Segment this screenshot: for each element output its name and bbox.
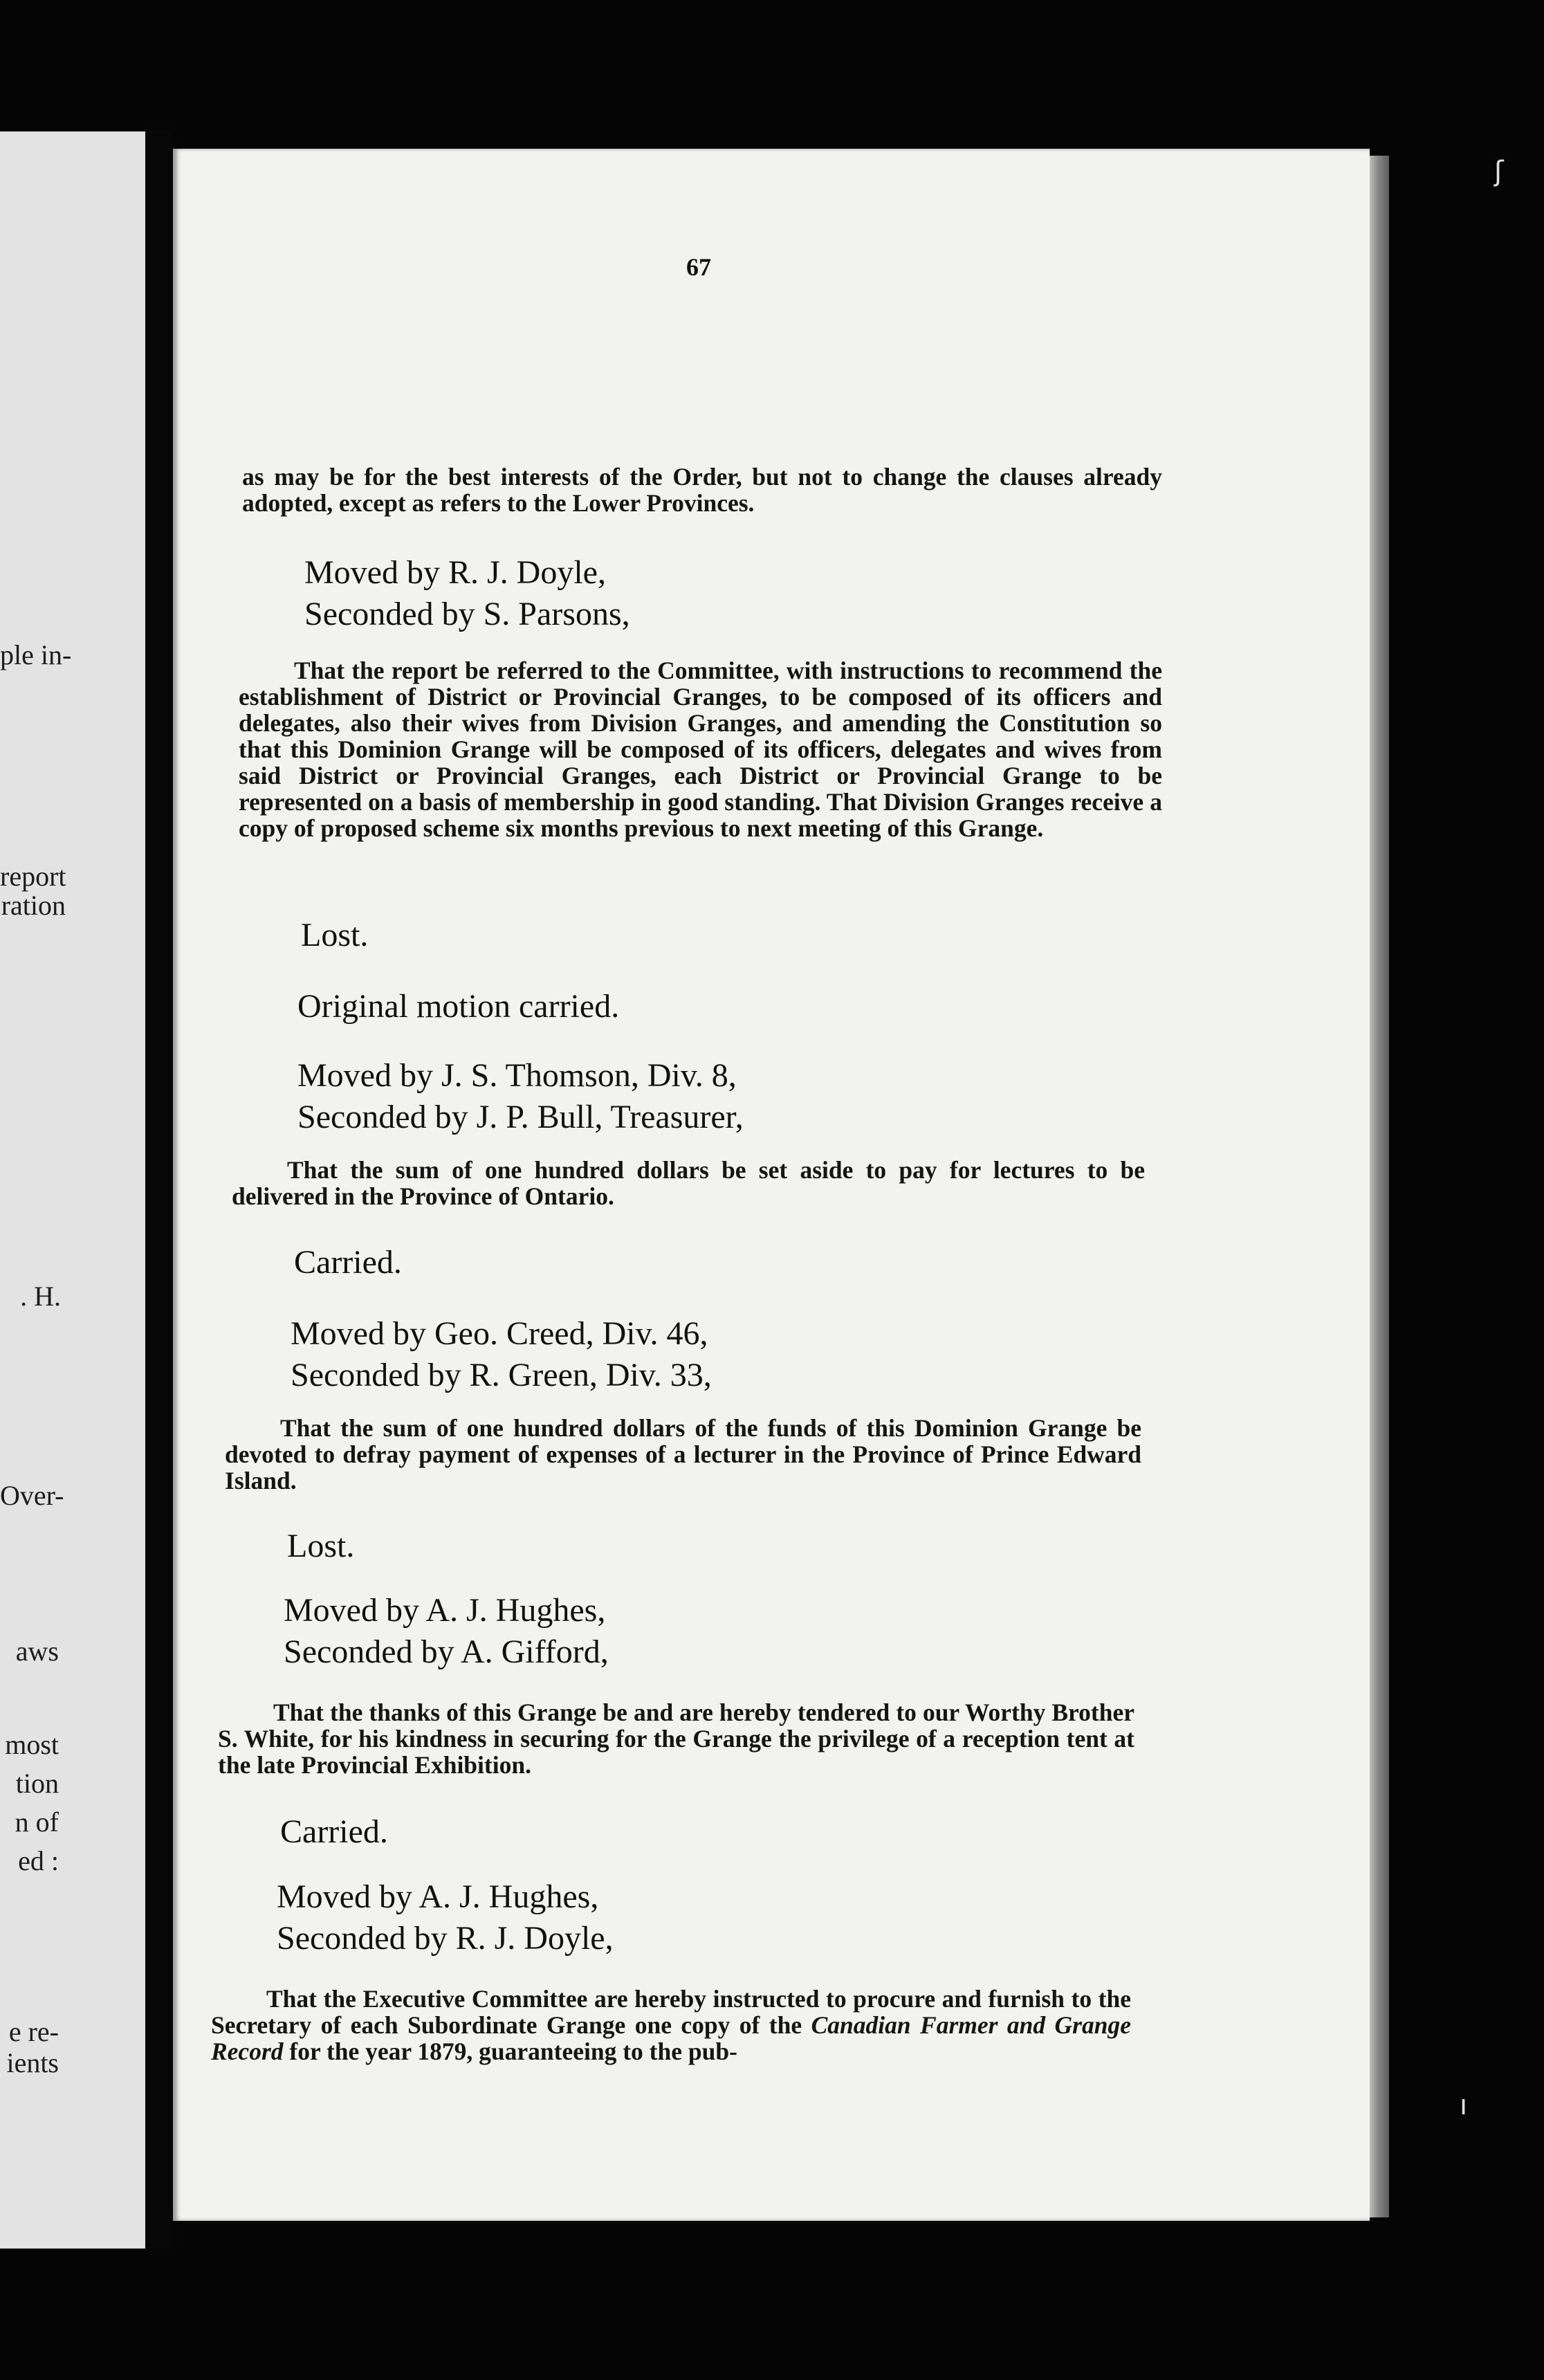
moved-by-line: Moved by Geo. Creed, Div. 46, bbox=[291, 1315, 708, 1352]
seconded-by-line: Seconded by J. P. Bull, Treasurer, bbox=[297, 1099, 744, 1135]
motion-text: That the sum of one hundred dollars of the funds of this Dominion Grange be devoted to defray payment of expenses of a lecturer in the Province of Prince Edward Island. bbox=[225, 1414, 1141, 1494]
left-page-fragment: ration bbox=[1, 890, 66, 921]
motion-text: That the sum of one hundred dollars be set aside to pay for lectures to be delivered in the Province of Ontario. bbox=[232, 1156, 1145, 1210]
left-page-fragment: Over- bbox=[0, 1480, 64, 1511]
motion-text: That the report be referred to the Committee, with instructions to recommend the establishment of District or Provincial Granges, to be composed of its officers and delegates, also their wives from Division Granges, and amending the Constitution so that this Dominion Grange will be composed of its officers, delegates and wives from said District or Provincial Granges, each District or Provincial Grange to be represented on a basis of membership in good standing. That Division Granges receive a copy of proposed scheme six months previous to next meeting of this Grange. bbox=[239, 657, 1162, 842]
scan-speck: ʃ bbox=[1494, 156, 1504, 187]
left-page-fragment: most bbox=[5, 1729, 59, 1760]
motion-block bbox=[284, 1590, 609, 1673]
moved-by-line: Moved by J. S. Thomson, Div. 8, bbox=[297, 1057, 737, 1094]
moved-by-line: Moved by A. J. Hughes, bbox=[277, 1878, 599, 1915]
left-page-fragment: ients bbox=[6, 2047, 59, 2078]
motion-text-end: for the year 1879, guaranteeing to the pub- bbox=[283, 2038, 737, 2065]
left-page-fragment: tion bbox=[15, 1768, 59, 1799]
moved-by-line: Moved by R. J. Doyle, bbox=[304, 554, 606, 591]
page-edge-stack bbox=[1370, 156, 1389, 2217]
moved-by-line: Moved by A. J. Hughes, bbox=[284, 1592, 606, 1629]
left-page-fragment: aws bbox=[15, 1636, 59, 1667]
seconded-by-line: Seconded by A. Gifford, bbox=[284, 1633, 609, 1670]
scan-speck: ı bbox=[1460, 2089, 1468, 2121]
left-page-fragment: . H. bbox=[20, 1281, 61, 1312]
left-page-fragment: e re- bbox=[8, 2016, 59, 2047]
motion-text: That the thanks of this Grange be and are hereby tendered to our Worthy Brother S. White, for his kindness in securing for the Grange the privilege of a reception tent at the late Provincial Exhibition. bbox=[218, 1699, 1134, 1779]
motion-result: Original motion carried. bbox=[297, 988, 620, 1025]
paragraph-continuation: as may be for the best interests of the Order, but not to change the clauses already adopted, except as refers to the Lower Provinces. bbox=[242, 463, 1162, 517]
seconded-by-line: Seconded by R. Green, Div. 33, bbox=[291, 1357, 712, 1393]
publication-title: Canadian Farmer and Grange Record bbox=[211, 2011, 1131, 2065]
left-page-fragment: n of bbox=[15, 1806, 59, 1838]
motion-text-start: That the Executive Committee are hereby instructed to procure and furnish to the Secretary of each Subordinate Grange one copy of the bbox=[211, 1985, 1131, 2039]
motion-block bbox=[291, 1313, 712, 1396]
book-gutter bbox=[145, 131, 173, 2249]
motion-result: Carried. bbox=[294, 1244, 402, 1281]
motion-result: Lost. bbox=[287, 1528, 355, 1564]
motion-block bbox=[277, 1876, 614, 1959]
seconded-by-line: Seconded by S. Parsons, bbox=[304, 596, 630, 632]
motion-result: Lost. bbox=[301, 917, 369, 953]
left-facing-page bbox=[0, 131, 152, 2249]
seconded-by-line: Seconded by R. J. Doyle, bbox=[277, 1920, 614, 1957]
left-page-fragment: report bbox=[0, 861, 66, 892]
left-page-fragment: ple in- bbox=[0, 639, 72, 670]
page-number: 67 bbox=[686, 253, 711, 281]
motion-block bbox=[297, 1055, 744, 1138]
left-page-fragment: ed : bbox=[18, 1845, 59, 1876]
motion-result: Carried. bbox=[280, 1813, 388, 1850]
motion-block bbox=[304, 552, 630, 635]
motion-text bbox=[211, 1986, 1131, 2065]
